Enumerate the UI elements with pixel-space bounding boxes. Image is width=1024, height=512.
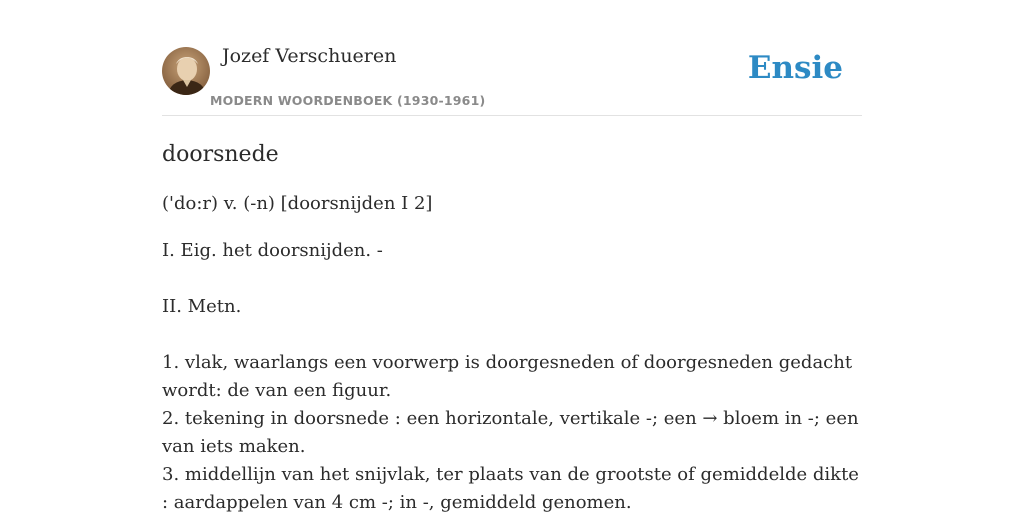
header-divider — [162, 115, 862, 116]
source-title[interactable]: MODERN WOORDENBOEK (1930-1961) — [210, 93, 486, 108]
author-avatar[interactable] — [162, 47, 210, 95]
entry-term: doorsnede — [162, 142, 279, 167]
portrait-icon — [162, 47, 210, 95]
entry-pronunciation: ('do:r) v. (-n) [doorsnijden I 2] — [162, 193, 433, 214]
definition-line: I. Eig. het doorsnijden. - — [162, 240, 383, 261]
definition-line: 3. middellijn van het snijvlak, ter plaats van de grootste of gemiddelde dikte : aardappelen van 4 cm -; in -, gemiddeld genomen. — [162, 464, 859, 512]
definition-line: 1. vlak, waarlangs een voorwerp is doorgesneden of doorgesneden gedacht wordt: de van een figuur. — [162, 352, 853, 401]
definition-line: 2. tekening in doorsnede : een horizontale, vertikale -; een → bloem in -; een van iets maken. — [162, 408, 859, 457]
definition-line: II. Metn. — [162, 296, 242, 317]
author-name[interactable]: Jozef Verschueren — [222, 45, 397, 67]
entry-content — [162, 138, 862, 512]
site-logo[interactable]: Ensie — [747, 50, 843, 86]
entry-definition — [162, 237, 862, 512]
